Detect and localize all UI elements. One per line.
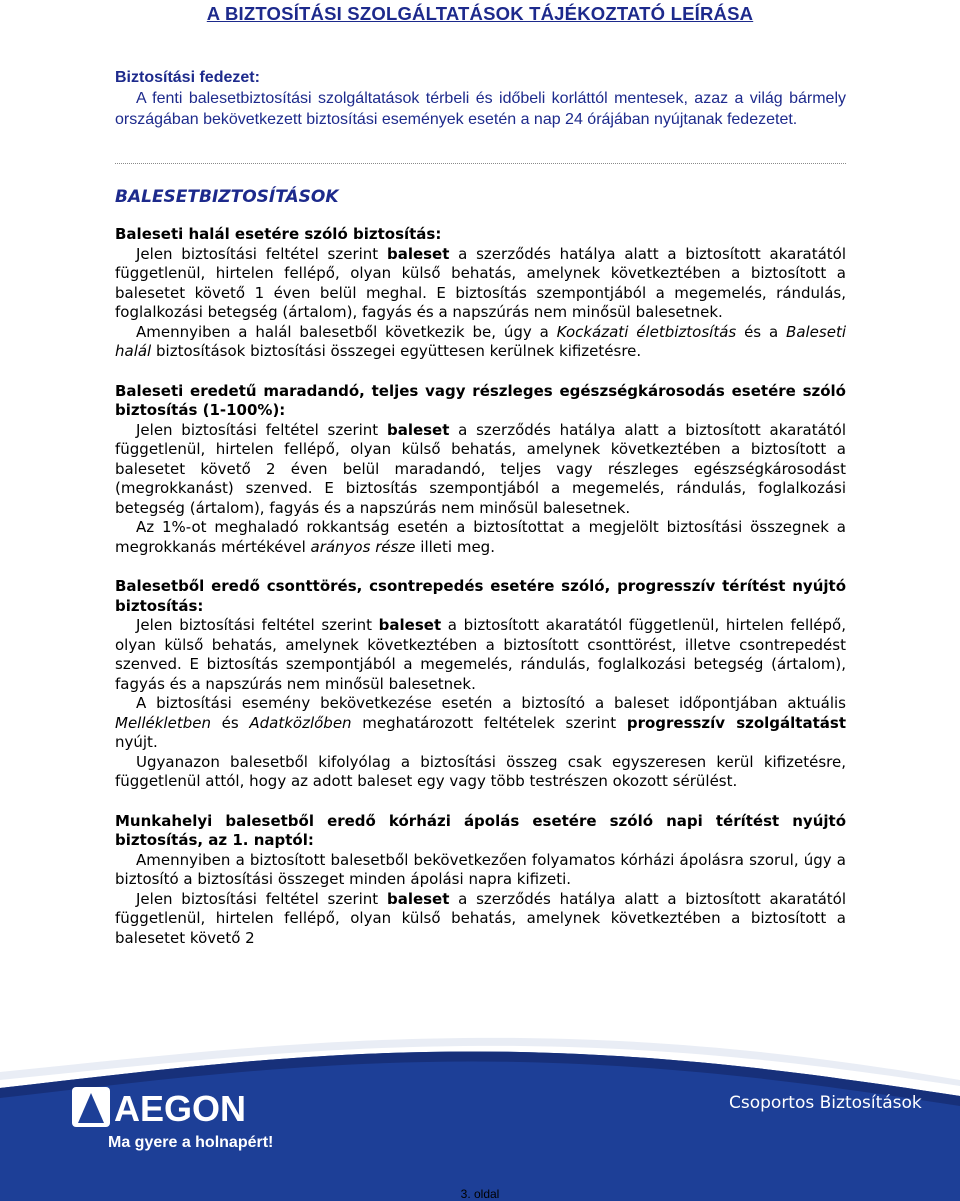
block-heading: Munkahelyi balesetből eredő kórházi ápolás esetére szóló napi térítést nyújtó biztosítás, az 1. naptól: xyxy=(115,811,846,849)
block-paragraph xyxy=(115,616,846,694)
bold-term: progresszív szolgáltatást xyxy=(626,713,846,732)
text-run: a biztosított akaratától függetlenül, hirtelen fellépő, olyan külső behatás, amelynek következtében a biztosított csonttörést, illetve csontrepedést szenved. E biztosítás szempontjából a megemelés, rándulás, foglalkozási betegség (ártalom), fagyás és a napszúrás nem minősül balesetnek. xyxy=(115,616,846,693)
text-run: a szerződés hatálya alatt a biztosított akaratától függetlenül, hirtelen fellépő, olyan külső behatás, amelynek következtében a biztosított a balesetet követő 1 éven belül meghal. E biztosítás szempontjából a megemelés, rándulás, foglalkozási betegség (ártalom), fagyás és a napszúrás nem minősül balesetnek. xyxy=(115,244,846,321)
slogan: Ma gyere a holnapért! xyxy=(108,1134,274,1151)
italic-term: Adatközlőben xyxy=(249,713,352,732)
italic-term: arányos része xyxy=(310,537,416,556)
text-run: Jelen biztosítási feltétel szerint xyxy=(136,616,379,634)
bold-term: baleset xyxy=(386,244,450,263)
bold-term: baleset xyxy=(386,420,450,439)
text-run: biztosítások biztosítási összegei együttesen kerülnek kifizetésre. xyxy=(151,342,642,360)
text-run: a szerződés hatálya alatt a biztosított akaratától függetlenül, hirtelen fellépő, olyan külső behatás, amelynek következtében a biztosított a balesetet követő 2 xyxy=(115,889,846,947)
text-run: Jelen biztosítási feltétel szerint xyxy=(136,889,387,908)
bold-term: baleset xyxy=(386,889,450,908)
aegon-logo-text: AEGON xyxy=(114,1088,247,1129)
text-run: Amennyiben a halál balesetből következik be, úgy a xyxy=(136,322,557,341)
document-title: A BIZTOSÍTÁSI SZOLGÁLTATÁSOK TÁJÉKOZTATÓ LEÍRÁSA xyxy=(206,3,754,24)
block-heading: Baleseti halál esetére szóló biztosítás: xyxy=(115,225,442,243)
block-paragraph xyxy=(115,245,846,323)
block-paragraph xyxy=(115,421,846,519)
block-heading: Baleseti eredetű maradandó, teljes vagy részleges egészségkárosodás esetére szóló biztosítás (1-100%): xyxy=(115,381,846,419)
group-insurance-label: Csoportos Biztosítások xyxy=(729,1093,922,1113)
text-run: Az 1%-ot meghaladó rokkantság esetén a biztosítottat a megjelölt biztosítási összegnek a megrokkanás mértékével xyxy=(115,518,846,556)
text-run: és a xyxy=(736,322,787,341)
block-paragraph xyxy=(115,518,846,557)
death-coverage-block xyxy=(115,225,846,362)
coverage-heading: Biztosítási fedezet: xyxy=(115,69,260,86)
italic-term: Mellékletben xyxy=(115,713,211,732)
bold-term: baleset xyxy=(378,616,442,634)
disability-coverage-block xyxy=(115,382,846,558)
aegon-logo xyxy=(68,1083,247,1133)
block-paragraph xyxy=(115,323,846,362)
text-run: meghatározott feltételek szerint xyxy=(351,713,627,732)
coverage-text: A fenti balesetbiztosítási szolgáltatások térbeli és időbeli korláttól mentesek, azaz a világ bármely országában bekövetkezett biztosítási események esetén a nap 24 órájában nyújtanak fedezetet. xyxy=(115,90,846,128)
page-number: 3. oldal xyxy=(460,1187,500,1201)
block-paragraph xyxy=(115,694,846,753)
text-run: Jelen biztosítási feltétel szerint xyxy=(136,244,387,263)
italic-term: Baleseti halál xyxy=(115,322,847,360)
text-run: Jelen biztosítási feltétel szerint xyxy=(136,420,387,439)
fracture-coverage-block xyxy=(115,577,846,792)
text-run: és xyxy=(210,713,250,732)
block-paragraph: Amennyiben a biztosított balesetből bekövetkezően folyamatos kórházi ápolásra szorul, úgy a biztosító a biztosítási összeget minden ápolási napra kifizeti. xyxy=(115,850,846,888)
aegon-logo-mark xyxy=(72,1087,110,1127)
main-content xyxy=(115,225,846,948)
text-run: a szerződés hatálya alatt a biztosított akaratától függetlenül, hirtelen fellépő, olyan külső behatás, amelynek következtében a biztosított a balesetet követő 2 éven belül maradandó, teljes vagy részleges egészségkárosodást (megrokkanást) szenved. E biztosítás szempontjából a megemelés, rándulás, foglalkozási betegség (ártalom), fagyás és a napszúrás nem minősül balesetnek. xyxy=(115,420,846,517)
section-title: BALESETBIZTOSÍTÁSOK xyxy=(115,187,339,207)
text-run: A biztosítási esemény bekövetkezése esetén a biztosító a baleset időpontjában aktuális xyxy=(136,694,846,712)
text-run: nyújt. xyxy=(115,733,158,751)
coverage-section xyxy=(115,67,846,130)
text-run: illeti meg. xyxy=(415,537,495,556)
italic-term: Kockázati életbiztosítás xyxy=(556,322,737,341)
hospital-coverage-block xyxy=(115,812,846,949)
block-heading: Balesetből eredő csonttörés, csontrepedés esetére szóló, progresszív térítést nyújtó biztosítás: xyxy=(115,577,846,615)
block-paragraph: Ugyanazon balesetből kifolyólag a biztosítási összeg csak egyszeresen kerül kifizetésre, függetlenül attól, hogy az adott baleset egy vagy több testrészen okozott sérülést. xyxy=(115,752,846,790)
block-paragraph xyxy=(115,890,846,949)
section-divider xyxy=(115,163,846,164)
